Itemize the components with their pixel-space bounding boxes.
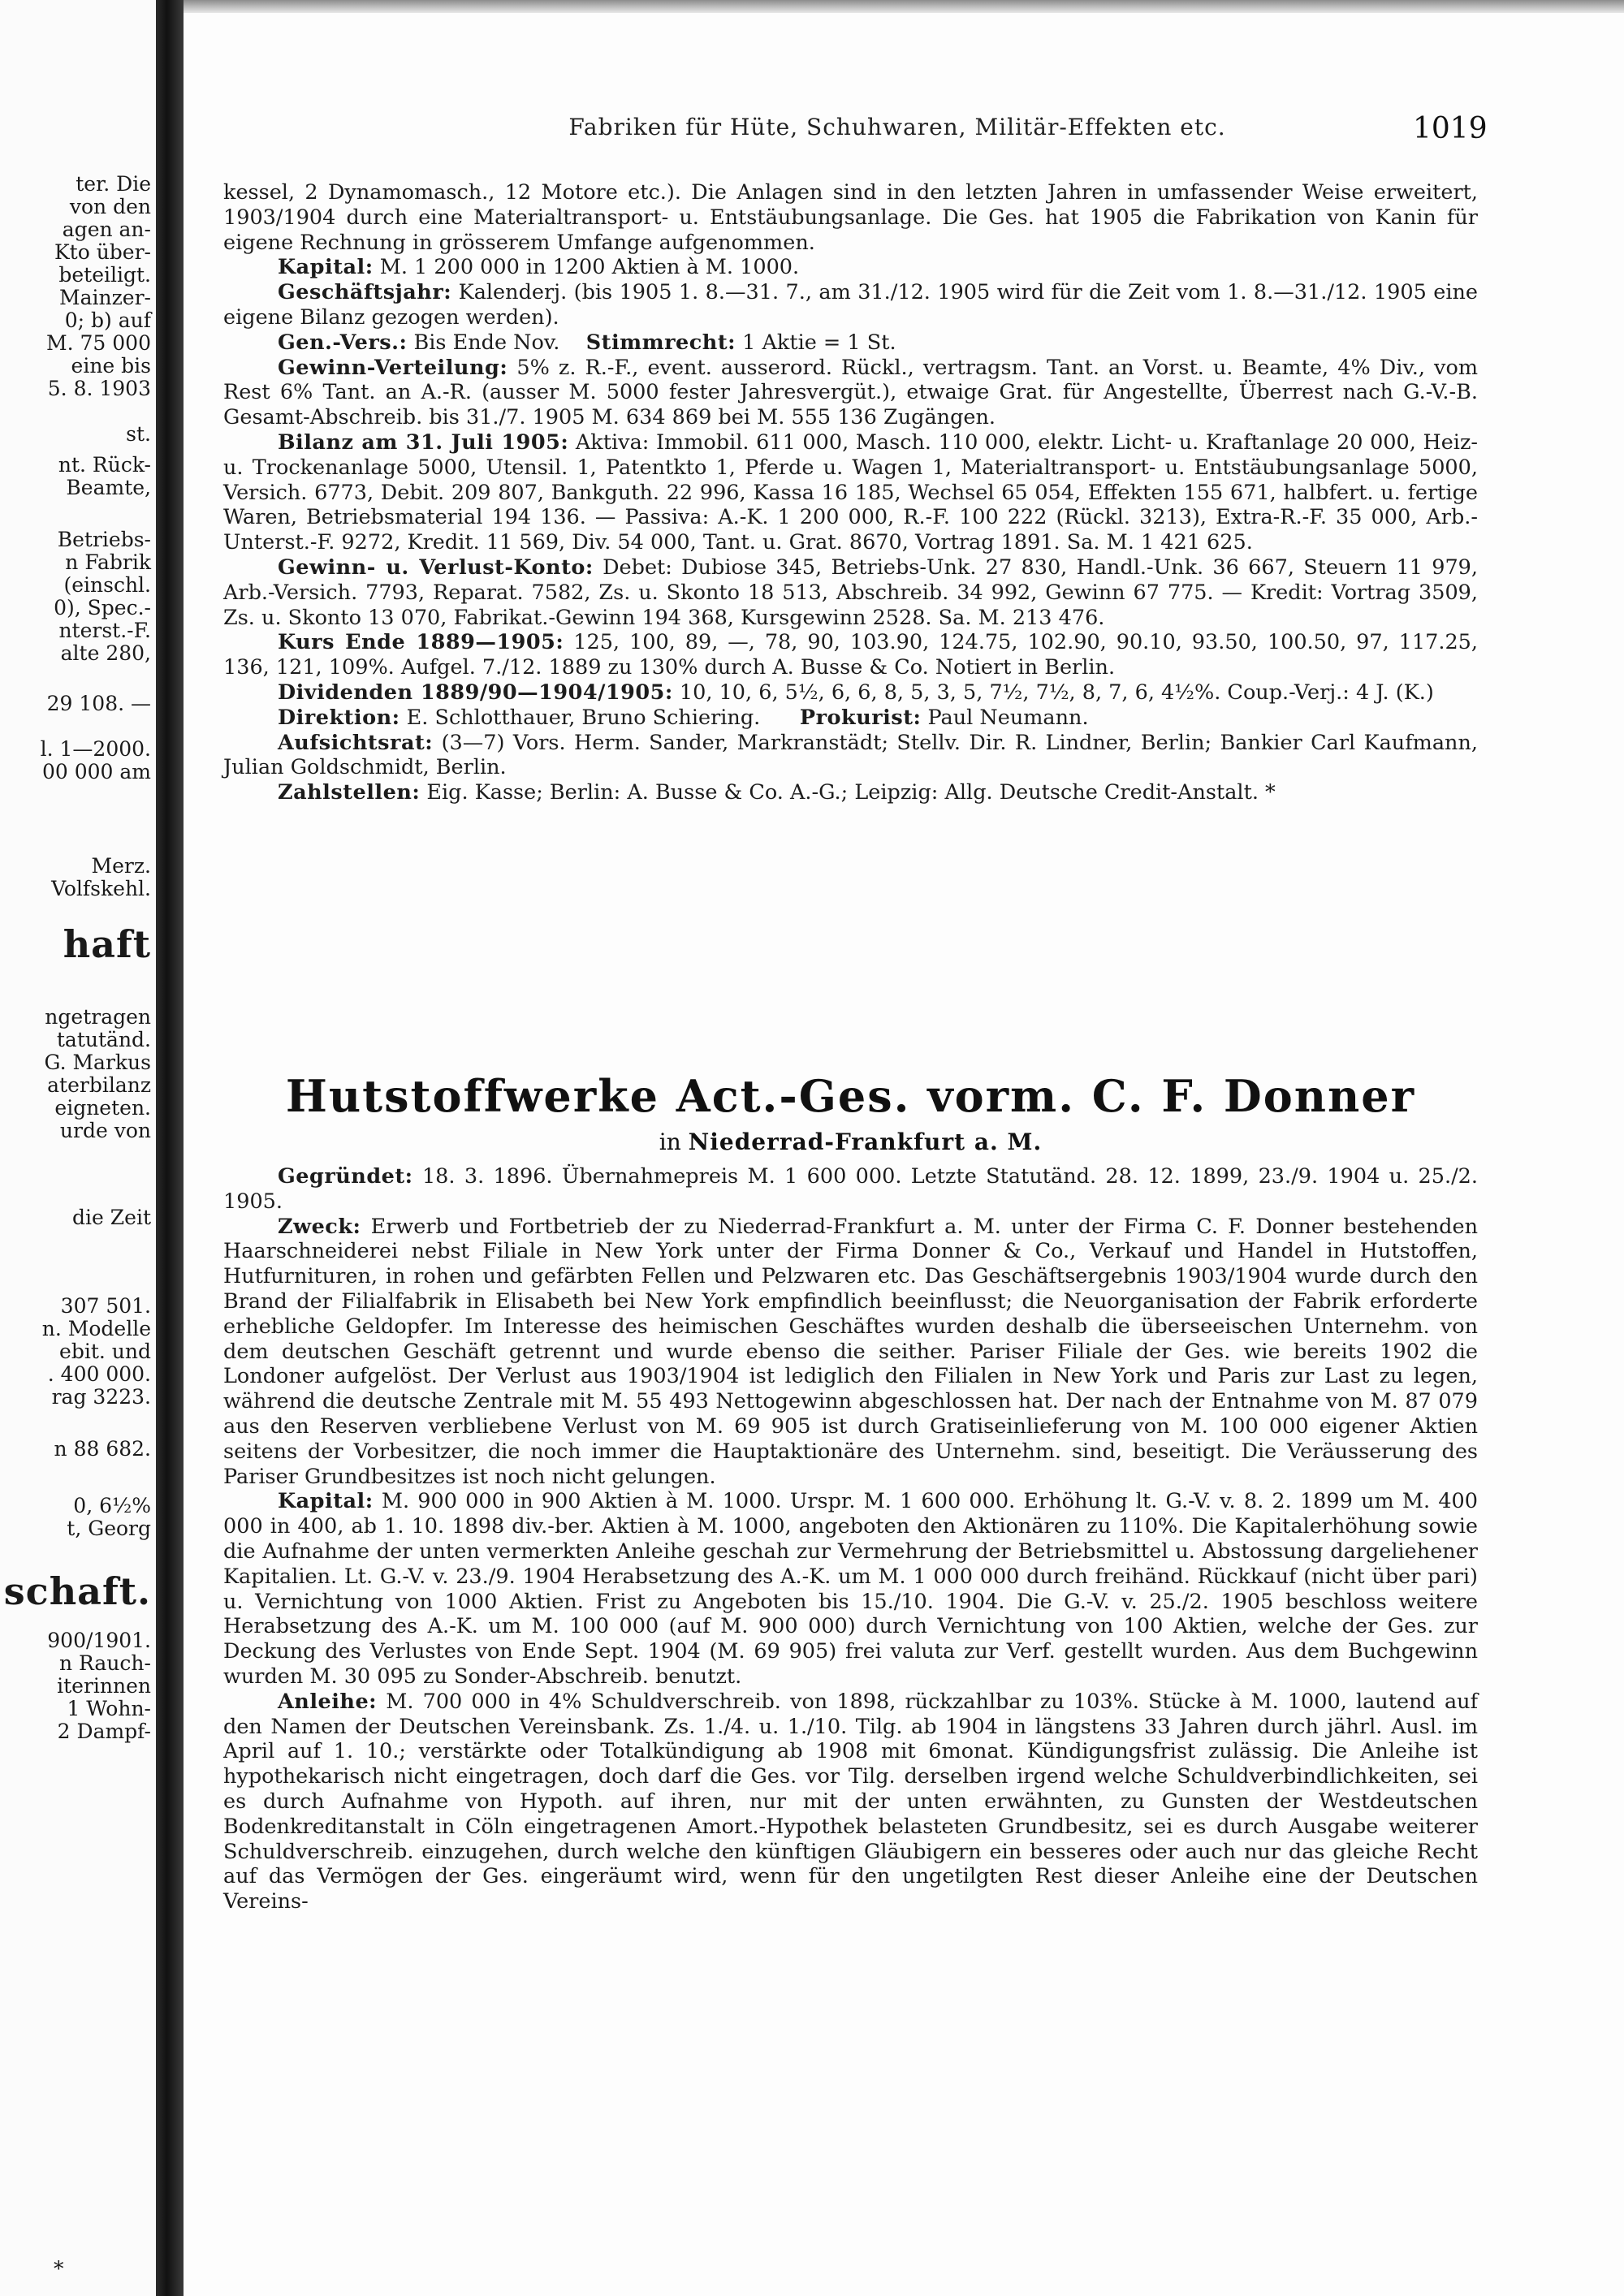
entry2-anleihe (223, 1690, 1478, 1914)
left-page-fragment: n 88 682. (54, 1437, 151, 1461)
geschaeftsjahr-text: Kalenderj. (bis 1905 1. 8.—31. 7., am 31./12. 1905 wird für die Zeit vom 1. 8.—31./12. 1905 eine eigene Bilanz gezogen werden). (223, 280, 1479, 330)
left-page-fragment: t, Georg (67, 1517, 151, 1540)
left-page-fragment: G. Markus (44, 1051, 151, 1074)
left-page-fragment: von den (69, 195, 151, 218)
left-page-fragment: 0), Spec.- (54, 596, 151, 619)
left-page-fragment: n Rauch- (58, 1651, 151, 1675)
anleihe-text: M. 700 000 in 4% Schuldverschreib. von 1898, rückzahlbar zu 103%. Stücke à M. 1000, lautend auf den Namen der Deutschen Vereinsbank. Zs. 1./4. u. 1./10. Tilg. ab 1904 in längstens 33 Jahren durch jährl. Ausl. im April auf 1. 10.; verstärkte oder Totalkündigung ab 1908 mit 6monat. Kündigungsfrist zulässig. Die Anleihe ist hypothekarisch nicht eingetragen, doch darf die Ges. vor Tilg. derselben irgend welche Schuldverbindlichkeiten, sei es durch Aufnahme von Hypoth. auf ihren, nur mit der unten erwähnten, zu Gunsten der Westdeutschen Bodenkreditanstalt in Cöln eingetragenen Amort.-Hypothek belasteten Grundbesitz, sei es durch Ausgabe weiterer Schuldverschreib. einzugehen, durch welche den künftigen Gläubigern ein besseres oder auch nur das gleiche Recht auf das Vermögen der Ges. eingeräumt wird, wenn für den ungetilgten Rest dieser Anleihe eine der Deutschen Vereins- (223, 1689, 1479, 1914)
entry1-gewinnverteilung (223, 356, 1478, 430)
entry-continued (223, 180, 1478, 805)
left-page-fragment: Mainzer- (59, 286, 151, 309)
left-page-fragment: M. 75 000 (46, 331, 151, 355)
left-page-fragment: 2 Dampf- (57, 1720, 151, 1743)
left-page-fragment: Betriebs- (57, 528, 151, 551)
zahlstellen-label: Zahlstellen: (278, 780, 421, 805)
gewinnverteilung-label: Gewinn-Verteilung: (278, 355, 508, 380)
kapital2-label: Kapital: (278, 1489, 374, 1514)
left-page-fragment: 900/1901. (47, 1629, 151, 1652)
kurs-label: Kurs Ende 1889—1905: (278, 630, 564, 655)
entry1-gewinnverlust (223, 555, 1478, 630)
page-number: 1019 (1413, 112, 1488, 145)
entry1-bilanz (223, 430, 1478, 555)
left-page-fragment: st. (126, 422, 151, 446)
left-page-fragment: beteiligt. (58, 263, 151, 287)
left-page-fragment: l. 1—2000. (40, 737, 151, 761)
left-page-fragment: eine bis (71, 354, 151, 378)
company-location (223, 1129, 1478, 1155)
left-page-fragment: alte 280, (60, 641, 151, 665)
left-page-fragment: nt. Rück- (58, 453, 151, 477)
left-page-fragment: (einschl. (63, 573, 151, 597)
left-page-fragment: eigneten. (54, 1096, 151, 1120)
location-prefix: in (659, 1129, 681, 1155)
entry1-kapital (223, 255, 1478, 280)
direktion-label: Direktion: (278, 705, 400, 730)
zweck-label: Zweck: (278, 1214, 361, 1239)
entry2-kapital (223, 1489, 1478, 1689)
bilanz-label: Bilanz am 31. Juli 1905: (278, 429, 569, 455)
left-page-fragment: * (54, 2257, 64, 2281)
prokurist-label: Prokurist: (799, 705, 922, 730)
kurs-text: 125, 100, 89, —, 78, 90, 103.90, 124.75, 102.90, 90.10, 93.50, 100.50, 97, 117.25, 136, 121, 109%. Aufgel. 7./12. 1889 zu 130% durch A. Busse & Co. Notiert in Berlin. (223, 630, 1479, 680)
entry1-dividenden (223, 680, 1478, 706)
top-shadow (184, 0, 1624, 13)
entry1-intro: kessel, 2 Dynamomasch., 12 Motore etc.). Die Anlagen sind in den letzten Jahren in umfassender Weise erweitert, 1903/1904 durch eine Materialtransport- u. Entstäubungsanlage. Die Ges. hat 1905 die Fabrikation von Kanin für eigene Rechnung in grösserem Umfange aufgenommen. (223, 180, 1478, 255)
gewinnverlust-label: Gewinn- u. Verlust-Konto: (278, 555, 594, 580)
anleihe-label: Anleihe: (278, 1689, 378, 1714)
kapital-text: M. 1 200 000 in 1200 Aktien à M. 1000. (379, 255, 800, 280)
left-page-fragment: schaft. (3, 1569, 151, 1613)
bilanz-text: Aktiva: Immobil. 611 000, Masch. 110 000, elektr. Licht- u. Kraftanlage 20 000, Heiz- u. Trockenanlage 5000, Utensil. 1, Patentkto 1, Pferde u. Wagen 1, Materialtransport- u. Entstäubungsanlage 5000, Versich. 6773, Debit. 209 807, Bankguth. 22 996, Kassa 16 185, Wechsel 65 054, Effekten 155 671, halbfert. u. fertige Waren, Betriebsmaterial 194 136. — Passiva: A.-K. 1 200 000, R.-F. 100 222 (Rückl. 3213), Extra-R.-F. 35 000, Arb.-Unterst.-F. 9272, Kredit. 11 569, Div. 54 000, Tant. u. Grat. 8670, Vortrag 1891. Sa. M. 1 421 625. (223, 429, 1479, 555)
left-page-fragment: Kto über- (54, 240, 151, 264)
running-head: Fabriken für Hüte, Schuhwaren, Militär-Effekten etc. (568, 114, 1226, 140)
left-page-fragment: tatutänd. (56, 1028, 151, 1051)
entry2-zweck (223, 1215, 1478, 1490)
left-page-fragment: n Fabrik (65, 550, 151, 574)
left-page-fragment: 5. 8. 1903 (47, 377, 151, 400)
genvers-text: Bis Ende Nov. (413, 330, 560, 355)
dividenden-text: 10, 10, 6, 5½, 6, 6, 8, 5, 3, 5, 7½, 7½, 8, 7, 6, 4½%. Coup.-Verj.: 4 J. (K.) (679, 680, 1434, 705)
left-page-fragment: die Zeit (72, 1206, 151, 1229)
book-gutter (156, 0, 184, 2296)
left-page-fragment: ebit. und (59, 1340, 151, 1363)
left-page-fragment: Beamte, (66, 476, 151, 499)
genvers-label: Gen.-Vers.: (278, 330, 408, 355)
left-page-fragment: Merz. (91, 854, 151, 878)
geschaeftsjahr-label: Geschäftsjahr: (278, 280, 452, 305)
entry2-gegruendet (223, 1164, 1478, 1215)
left-page-fragment: ter. Die (76, 172, 151, 196)
kapital2-text: M. 900 000 in 900 Aktien à M. 1000. Urspr. M. 1 600 000. Erhöhung lt. G.-V. v. 8. 2. 1899 um M. 400 000 in 400, ab 1. 10. 1898 div.-ber. Aktien à M. 1000, angeboten den Aktionären zu 110%. Die Kapitalerhöhung sowie die Aufnahme der unten vermerkten Anleihe geschah zur Vermehrung der Betriebsmittel u. Abstossung dargeliehener Kapitalien. Lt. G.-V. v. 23./9. 1904 Herabsetzung des A.-K. um M. 1 000 000 durch freihänd. Rückkauf (nicht über pari) u. Vernichtung von 1000 Aktien. Frist zu Angeboten bis 15./10. 1904. Die G.-V. v. 25./2. 1905 beschloss weitere Herabsetzung des A.-K. um M. 100 000 (auf M. 900 000) durch Vernichtung von 100 Aktien, welche der Ges. zur Deckung des Verlustes von Ende Sept. 1904 (M. 69 905) frei valuta zur Verf. gestellt wurden. Aus dem Buchgewinn wurden M. 30 095 zu Sonder-Abschreib. benutzt. (223, 1489, 1479, 1689)
left-page-fragment: haft (63, 922, 151, 966)
gegruendet-label: Gegründet: (278, 1164, 413, 1189)
entry-hutstoffwerke (223, 1164, 1478, 1914)
left-page-fragment: 00 000 am (41, 760, 151, 783)
left-page-fragment: ngetragen (45, 1005, 151, 1029)
left-page-fragment: agen an- (62, 218, 151, 241)
direktion-text: E. Schlotthauer, Bruno Schiering. (406, 705, 761, 730)
entry1-geschaeftsjahr (223, 280, 1478, 330)
stimmrecht-label: Stimmrecht: (585, 330, 736, 355)
left-page-fragment: rag 3223. (51, 1385, 151, 1409)
left-page-fragment: urde von (59, 1119, 151, 1142)
entry1-kurs (223, 630, 1478, 680)
gewinnverlust-text: Debet: Dubiose 345, Betriebs-Unk. 27 830, Handl.-Unk. 36 667, Steuern 11 979, Arb.-Versich. 7793, Reparat. 7582, Zs. u. Skonto 18 513, Abschreib. 34 992, Gewinn 67 775. — Kredit: Vortrag 3509, Zs. u. Skonto 13 070, Fabrikat.-Gewinn 194 368, Kursgewinn 2528. Sa. M. 213 476. (223, 555, 1479, 630)
left-page-fragment: aterbilanz (47, 1073, 151, 1097)
left-page-fragment: 29 108. — (46, 692, 151, 715)
left-page-fragment: n. Modelle (41, 1317, 151, 1340)
entry1-zahlstellen (223, 780, 1478, 805)
left-page-fragment: 0; b) auf (64, 309, 151, 332)
company-heading: Hutstoffwerke Act.-Ges. vorm. C. F. Donner (285, 1070, 1416, 1122)
left-page-fragment: 1 Wohn- (67, 1697, 151, 1720)
entry1-genvers (223, 330, 1478, 356)
left-page-fragment: Volfskehl. (51, 877, 151, 900)
left-page-fragment: 0, 6½% (73, 1494, 151, 1517)
gegruendet-text: 18. 3. 1896. Übernahmepreis M. 1 600 000. Letzte Statutänd. 28. 12. 1899, 23./9. 1904 u. 25./2. 1905. (223, 1164, 1478, 1214)
zahlstellen-text: Eig. Kasse; Berlin: A. Busse & Co. A.-G.; Leipzig: Allg. Deutsche Credit-Anstalt. * (426, 780, 1276, 805)
entry1-aufsichtsrat (223, 731, 1478, 781)
dividenden-label: Dividenden 1889/90—1904/1905: (278, 680, 673, 705)
left-page-fragment: nterst.-F. (58, 619, 151, 642)
kapital-label: Kapital: (278, 255, 374, 280)
left-facing-page (0, 0, 156, 2296)
left-page-fragment: 307 501. (60, 1294, 151, 1318)
left-page-fragment: . 400 000. (47, 1362, 151, 1386)
left-page-fragment: iterinnen (57, 1674, 151, 1698)
gewinnverteilung-text: 5% z. R.-F., event. ausserord. Rückl., vertragsm. Tant. an Vorst. u. Beamte, 4% Div., vom Rest 6% Tant. an A.-R. (ausser M. 5000 fester Jahresvergüt.), etwaige Grat. für Angestellte, Überrest nach G.-V.-B. Gesamt-Abschreib. bis 31./7. 1905 M. 634 869 bei M. 555 136 Zugängen. (223, 355, 1478, 430)
aufsichtsrat-label: Aufsichtsrat: (278, 730, 434, 755)
aufsichtsrat-text: (3—7) Vors. Herm. Sander, Markranstädt; Stellv. Dir. R. Lindner, Berlin; Bankier Carl Kaufmann, Julian Goldschmidt, Berlin. (223, 730, 1479, 780)
stimmrecht-text: 1 Aktie = 1 St. (742, 330, 896, 355)
prokurist-text: Paul Neumann. (927, 705, 1089, 730)
entry1-direktion (223, 706, 1478, 731)
zweck-text: Erwerb und Fortbetrieb der zu Niederrad-Frankfurt a. M. unter der Firma C. F. Donner bestehenden Haarschneiderei nebst Filiale in New York unter der Firma Donner & Co., Verkauf und Handel in Hutstoffen, Hutfurnituren, in rohen und gefärbten Fellen und Pelzwaren etc. Das Geschäftsergebnis 1903/1904 wurde durch den Brand der Filialfabrik in Elisabeth bei New York empfindlich beeinflusst; die Neuorganisation der Fabrik erforderte erhebliche Geldopfer. Im Interesse des heimischen Geschäftes wurden deshalb die überseeischen Unternehm. von dem deutschen Geschäft getrennt und wurde ebenso die seither. Pariser Filiale der Ges. wie bereits 1902 die Londoner aufgelöst. Der Verlust aus 1903/1904 ist lediglich den Filialen in New York und Paris zur Last zu legen, während die deutsche Zentrale mit M. 55 493 Nettogewinn abgeschlossen hat. Der nach der Entnahme von M. 87 079 aus den Reserven verbliebene Verlust von M. 69 905 ist durch Gratiseinlieferung von M. 100 000 eigener Aktien seitens der Vorbesitzer, die noch immer die Hauptaktionäre des Unternehm. sind, beseitigt. Die Veräusserung des Pariser Grundbesitzes ist noch nicht gelungen. (223, 1214, 1478, 1489)
location-name: Niederrad-Frankfurt a. M. (688, 1129, 1043, 1155)
